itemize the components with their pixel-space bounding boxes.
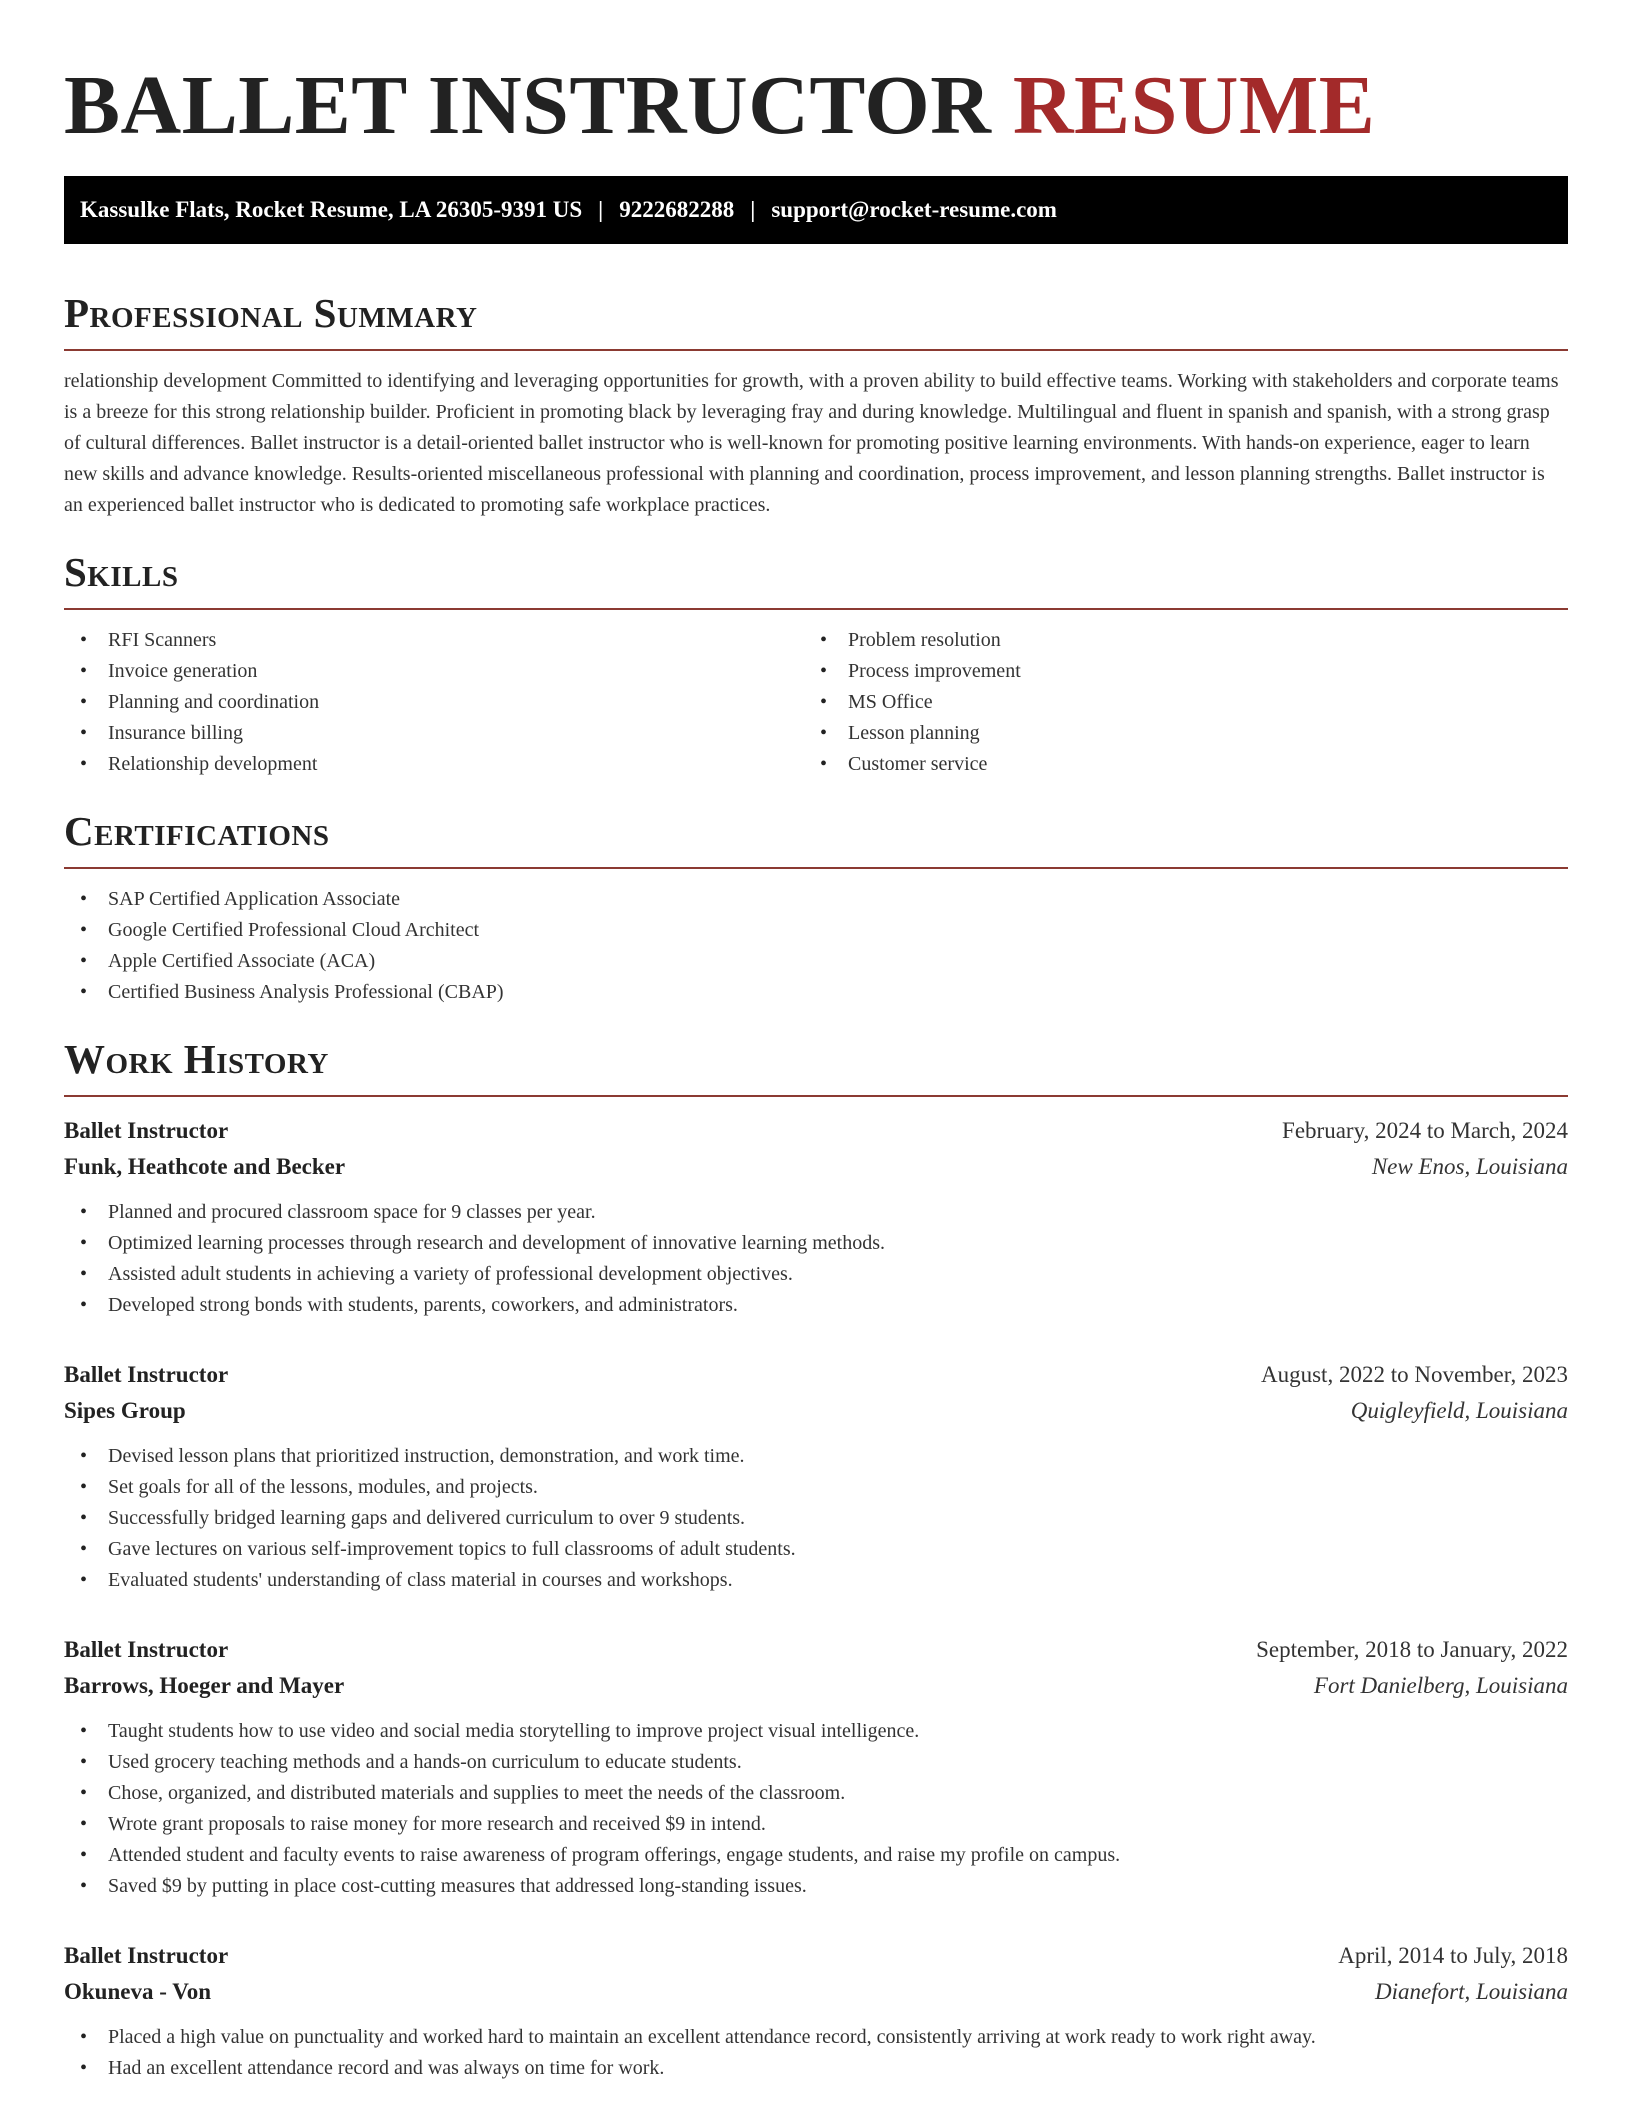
- skills-section: [64, 547, 1568, 780]
- job-header-row: [64, 1113, 1568, 1149]
- certification-item: • SAP Certified Application Associate: [64, 884, 1568, 915]
- job-subheader-row: [64, 1668, 1568, 1704]
- job-company: Okuneva - Von: [64, 1979, 212, 2004]
- summary-text: relationship development Committed to identifying and leveraging opportunities for growth, with a proven ability to build effective teams. Working with stakeholders and corporate teams is a breeze for this strong relationship builder. Proficient in promoting black by leveraging fray and during knowledge. Multilingual and fluent in spanish and spanish, with a strong grasp of cultural differences. Ballet instructor is a detail-oriented ballet instructor who is well-known for promoting positive learning environments. With hands-on experience, eager to learn new skills and advance knowledge. Results-oriented miscellaneous professional with planning and coordination, process improvement, and lesson planning strengths. Ballet instructor is an experienced ballet instructor who is dedicated to promoting safe workplace practices.: [64, 370, 1559, 516]
- job-duty: • Had an excellent attendance record and was always on time for work.: [64, 2053, 1568, 2084]
- job-entry: [64, 1632, 1568, 1902]
- job-duty: • Gave lectures on various self-improvement topics to full classrooms of adult students.: [64, 1534, 1568, 1565]
- job-header-row: [64, 1938, 1568, 1974]
- job-duties: [64, 1197, 1568, 1321]
- certification-item: • Apple Certified Associate (ACA): [64, 946, 1568, 977]
- summary-section: [64, 288, 1568, 521]
- section-divider: [64, 867, 1568, 869]
- certifications-list: [64, 884, 1568, 1008]
- job-duty: • Saved $9 by putting in place cost-cutting measures that addressed long-standing issues.: [64, 1871, 1568, 1902]
- skill-item: • Planning and coordination: [64, 687, 804, 718]
- contact-separator: |: [598, 197, 604, 222]
- certifications-section: [64, 806, 1568, 1008]
- job-duty: • Placed a high value on punctuality and worked hard to maintain an excellent attendance record, consistently arriving at work ready to work right away.: [64, 2022, 1568, 2053]
- job-subheader-row: [64, 1393, 1568, 1429]
- job-entry: [64, 1938, 1568, 2084]
- skill-item: • Relationship development: [64, 749, 804, 780]
- job-title: Ballet Instructor: [64, 1943, 229, 1968]
- job-location: Fort Danielberg, Louisiana: [1313, 1673, 1568, 1698]
- resume-title: [64, 56, 1568, 156]
- job-duty: • Set goals for all of the lessons, modules, and projects.: [64, 1472, 1568, 1503]
- job-company: Barrows, Hoeger and Mayer: [64, 1673, 345, 1698]
- skill-item: • Customer service: [804, 749, 1544, 780]
- job-duty: • Evaluated students' understanding of class material in courses and workshops.: [64, 1565, 1568, 1596]
- skills-grid: [64, 625, 1568, 780]
- skill-item: • Insurance billing: [64, 718, 804, 749]
- job-duty: • Chose, organized, and distributed materials and supplies to meet the needs of the classroom.: [64, 1778, 1568, 1809]
- contact-bar: [64, 176, 1568, 244]
- summary-heading: Professional Summary: [64, 290, 478, 336]
- job-duty: • Wrote grant proposals to raise money for more research and received $9 in intend.: [64, 1809, 1568, 1840]
- job-dates: April, 2014 to July, 2018: [1338, 1943, 1568, 1968]
- job-entry: [64, 1357, 1568, 1596]
- job-duties: [64, 1716, 1568, 1902]
- job-duty: • Attended student and faculty events to raise awareness of program offerings, engage students, and raise my profile on campus.: [64, 1840, 1568, 1871]
- job-company: Sipes Group: [64, 1398, 186, 1423]
- job-subheader-row: [64, 1974, 1568, 2010]
- work-history-section: [64, 1034, 1568, 2084]
- skill-item: • Process improvement: [804, 656, 1544, 687]
- contact-address: Kassulke Flats, Rocket Resume, LA 26305-9391 US: [80, 197, 583, 222]
- job-location: Quigleyfield, Louisiana: [1350, 1398, 1568, 1423]
- job-duty: • Optimized learning processes through research and development of innovative learning methods.: [64, 1228, 1568, 1259]
- skill-item: • RFI Scanners: [64, 625, 804, 656]
- contact-phone: 9222682288: [619, 197, 735, 222]
- skill-item: • MS Office: [804, 687, 1544, 718]
- job-header-row: [64, 1357, 1568, 1393]
- job-header-row: [64, 1632, 1568, 1668]
- title-accent: RESUME: [1012, 59, 1376, 152]
- certification-item: • Certified Business Analysis Professional (CBAP): [64, 977, 1568, 1008]
- section-divider: [64, 608, 1568, 610]
- resume-page: [64, 56, 1568, 2084]
- job-duty: • Developed strong bonds with students, parents, coworkers, and administrators.: [64, 1290, 1568, 1321]
- job-company: Funk, Heathcote and Becker: [64, 1154, 346, 1179]
- work-history-heading: Work History: [64, 1036, 329, 1082]
- job-title: Ballet Instructor: [64, 1637, 229, 1662]
- job-dates: September, 2018 to January, 2022: [1256, 1637, 1568, 1662]
- contact-email: support@rocket-resume.com: [771, 197, 1057, 222]
- section-divider: [64, 349, 1568, 351]
- job-duty: • Planned and procured classroom space for 9 classes per year.: [64, 1197, 1568, 1228]
- job-location: Dianefort, Louisiana: [1375, 1979, 1568, 2004]
- job-entry: [64, 1113, 1568, 1321]
- job-dates: August, 2022 to November, 2023: [1261, 1362, 1568, 1387]
- job-duty: • Assisted adult students in achieving a variety of professional development objectives.: [64, 1259, 1568, 1290]
- job-duty: • Devised lesson plans that prioritized instruction, demonstration, and work time.: [64, 1441, 1568, 1472]
- skill-item: • Lesson planning: [804, 718, 1544, 749]
- skill-item: • Problem resolution: [804, 625, 1544, 656]
- skill-item: • Invoice generation: [64, 656, 804, 687]
- skills-heading: Skills: [64, 549, 179, 595]
- job-duties: [64, 1441, 1568, 1596]
- job-location: New Enos, Louisiana: [1371, 1154, 1568, 1179]
- job-duty: • Used grocery teaching methods and a hands-on curriculum to educate students.: [64, 1747, 1568, 1778]
- job-duty: • Successfully bridged learning gaps and delivered curriculum to over 9 students.: [64, 1503, 1568, 1534]
- job-dates: February, 2024 to March, 2024: [1282, 1118, 1568, 1143]
- job-subheader-row: [64, 1149, 1568, 1185]
- job-title: Ballet Instructor: [64, 1362, 229, 1387]
- section-divider: [64, 1095, 1568, 1097]
- skills-column-left: [64, 625, 804, 780]
- title-main: BALLET INSTRUCTOR: [64, 59, 992, 152]
- job-duties: [64, 2022, 1568, 2084]
- job-duty: • Taught students how to use video and social media storytelling to improve project visual intelligence.: [64, 1716, 1568, 1747]
- certifications-heading: Certifications: [64, 808, 330, 854]
- contact-separator: |: [750, 197, 756, 222]
- skills-column-right: [804, 625, 1544, 780]
- job-title: Ballet Instructor: [64, 1118, 229, 1143]
- certification-item: • Google Certified Professional Cloud Architect: [64, 915, 1568, 946]
